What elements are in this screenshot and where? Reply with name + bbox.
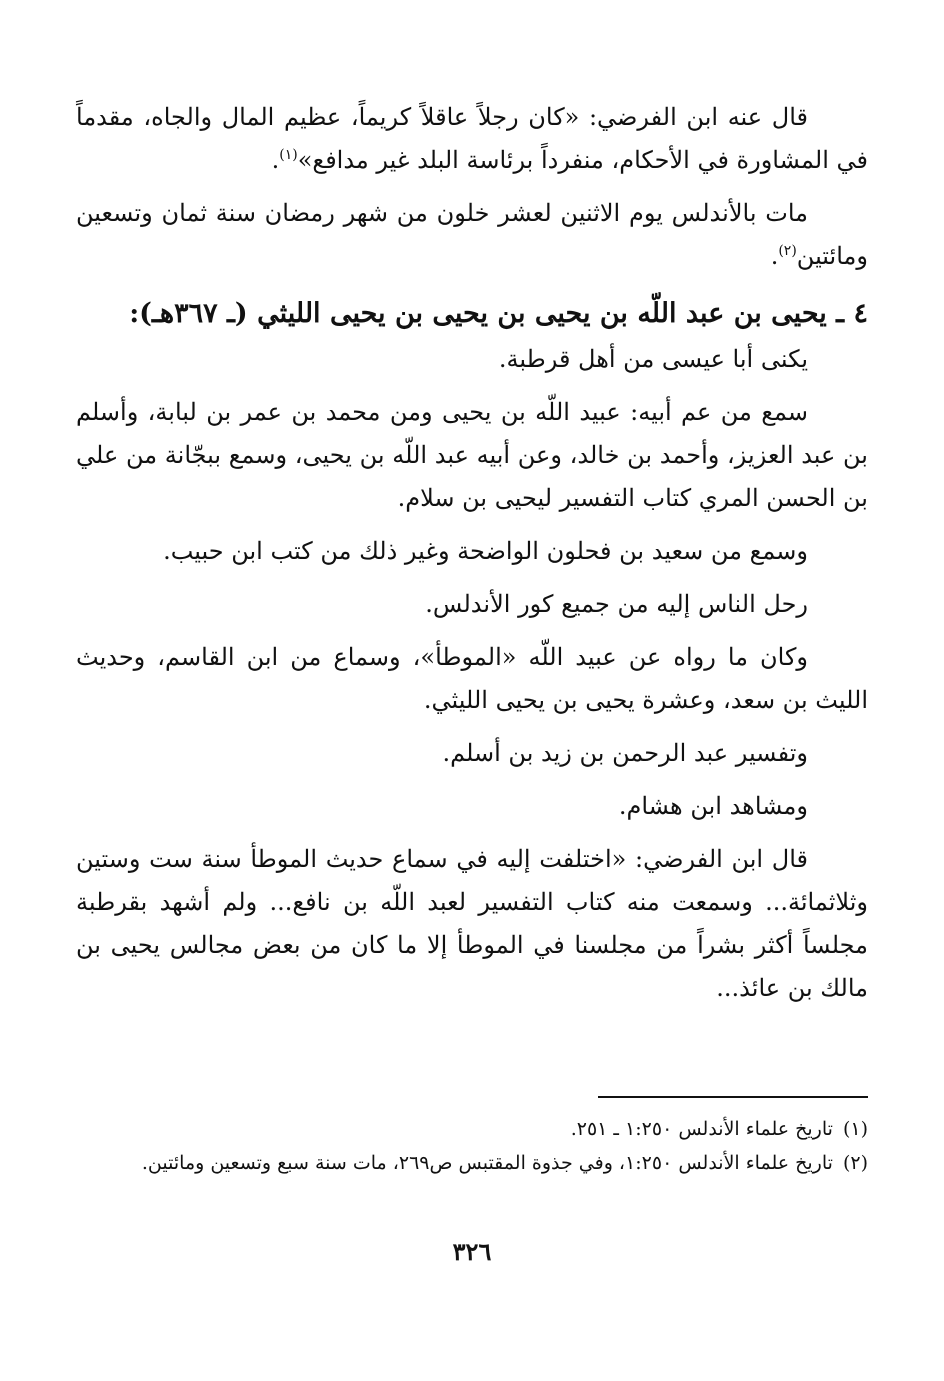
main-text [76, 96, 868, 1020]
paragraph-death [76, 192, 868, 278]
footnote-divider [598, 1096, 868, 1098]
footnote-text: تاريخ علماء الأندلس ١:٢٥٠، وفي جذوة المقتبس ص٢٦٩، مات سنة سبع وتسعين ومائتين. [141, 1152, 833, 1174]
footnote-2 [76, 1148, 868, 1178]
paragraph-narrations: وكان ما رواه عن عبيد اللّه «الموطأ»، وسماع من ابن القاسم، وحديث الليث بن سعد، وعشرة يحيى بن يحيى الليثي. [76, 643, 868, 714]
paragraph-teachers: سمع من عم أبيه: عبيد اللّه بن يحيى ومن محمد بن عمر بن لبابة، وأسلم بن عبد العزيز، وأحمد بن خالد، وعن أبيه عبد اللّه بن يحيى، وسمع ببجّانة من علي بن الحسن المري كتاب التفسير ليحيى بن سلام. [76, 398, 868, 512]
paragraph-tafsir: وتفسير عبد الرحمن بن زيد بن أسلم. [442, 739, 808, 767]
footnote-ref-1: (١) [279, 147, 298, 163]
footnote-number: (١) [842, 1118, 868, 1140]
paragraph-heard-from-said: وسمع من سعيد بن فحلون الواضحة وغير ذلك من كتب ابن حبيب. [163, 537, 808, 565]
paragraph-text: مات بالأندلس يوم الاثنين لعشر خلون من شهر رمضان سنة ثمان وتسعين ومائتين [76, 199, 868, 270]
footnote-number: (٢) [842, 1152, 868, 1174]
paragraph-end: . [271, 146, 280, 174]
paragraph-ibn-alfaradi-quote [76, 96, 868, 182]
paragraph-second-quote: قال ابن الفرضي: «اختلفت إليه في سماع حديث الموطأ سنة ست وستين وثلاثمائة... وسمعت منه كتاب التفسير لعبد اللّه بن نافع... ولم أشهد بقرطبة مجلساً أكثر بشراً من مجلسنا في الموطأ إلا ما كان من بعض مجالس يحيى بن مالك بن عائذ... [76, 845, 868, 1002]
paragraph-mashahid: ومشاهد ابن هشام. [618, 792, 808, 820]
footnote-ref-2: (٢) [778, 243, 797, 259]
footnotes [76, 1096, 868, 1182]
paragraph-end: . [770, 242, 779, 270]
paragraph-travel: رحل الناس إليه من جميع كور الأندلس. [425, 590, 808, 618]
entry-heading: ٤ ـ يحيى بن عبد اللّه بن يحيى بن يحيى بن يحيى الليثي (ـ ٣٦٧هـ): [129, 298, 868, 329]
paragraph-text: قال عنه ابن الفرضي: «كان رجلاً عاقلاً كريماً، عظيم المال والجاه، مقدماً في المشاورة في الأحكام، منفرداً برئاسة البلد غير مدافع» [76, 103, 868, 174]
paragraph-kunya: يكنى أبا عيسى من أهل قرطبة. [498, 345, 808, 373]
footnote-1 [76, 1114, 868, 1144]
page-number: ٣٢٦ [452, 1237, 492, 1266]
footnote-text: تاريخ علماء الأندلس ١:٢٥٠ ـ ٢٥١. [570, 1118, 833, 1140]
